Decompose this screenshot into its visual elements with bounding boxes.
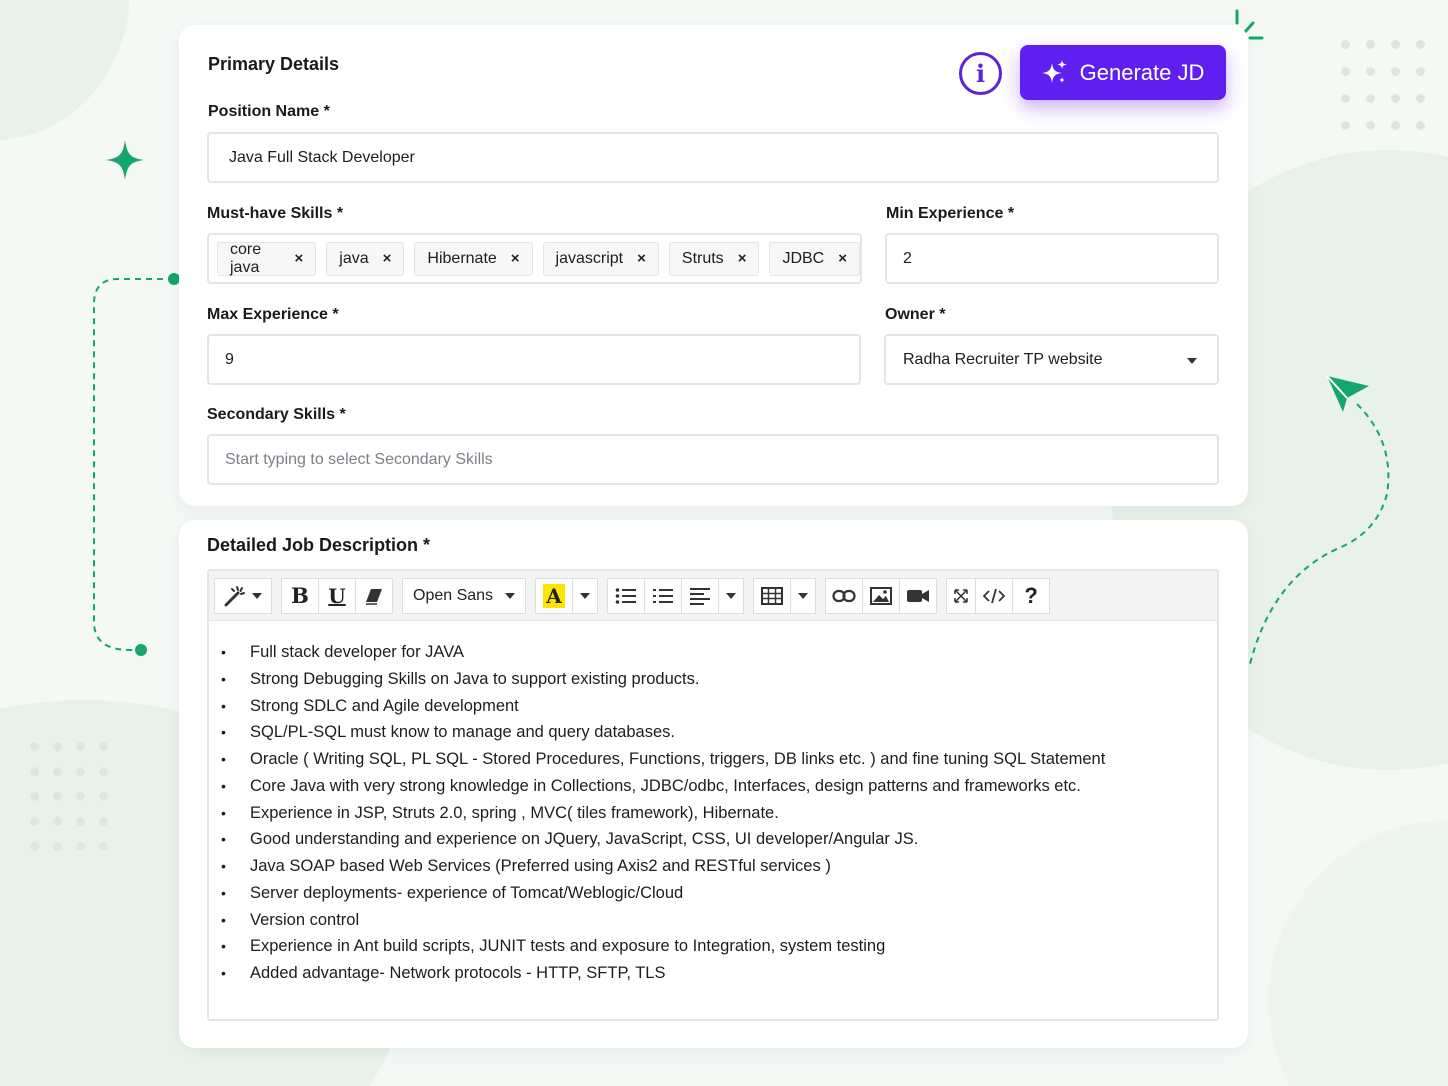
- fullscreen-icon: [954, 589, 968, 603]
- skill-chip: [217, 242, 316, 276]
- secondary-skills-input[interactable]: [209, 451, 1217, 469]
- min-experience-field: [885, 233, 1219, 284]
- video-button[interactable]: [899, 578, 937, 614]
- help-button[interactable]: [1012, 578, 1050, 614]
- owner-selected-value: Radha Recruiter TP website: [903, 350, 1103, 368]
- list-item: • Experience in JSP, Struts 2.0, spring , MVC( tiles framework), Hibernate.: [221, 800, 1217, 827]
- remove-chip-icon[interactable]: ×: [510, 250, 520, 267]
- skill-chip: [414, 242, 532, 276]
- ordered-list-icon: [652, 587, 674, 605]
- font-family-select[interactable]: [402, 578, 526, 614]
- info-button[interactable]: [959, 52, 1002, 95]
- magic-wand-button[interactable]: [214, 578, 272, 614]
- chevron-down-icon: [1187, 358, 1197, 364]
- skill-chip: [543, 242, 659, 276]
- skill-chip: [669, 242, 760, 276]
- list-item: • Experience in Ant build scripts, JUNIT tests and exposure to Integration, system testing: [221, 933, 1217, 960]
- align-button[interactable]: [681, 578, 719, 614]
- list-item: • Good understanding and experience on JQuery, JavaScript, CSS, UI developer/Angular JS.: [221, 826, 1217, 853]
- unordered-list-icon: [615, 587, 637, 605]
- link-button[interactable]: [825, 578, 863, 614]
- code-view-button[interactable]: [975, 578, 1013, 614]
- sparkles-icon: [1042, 60, 1068, 86]
- underline-button[interactable]: [318, 578, 356, 614]
- list-item: • Full stack developer for JAVA: [221, 639, 1217, 666]
- ordered-list-button[interactable]: [644, 578, 682, 614]
- list-item: • Strong Debugging Skills on Java to support existing products.: [221, 666, 1217, 693]
- owner-label: Owner *: [885, 306, 946, 323]
- align-icon: [689, 587, 711, 605]
- max-experience-input[interactable]: [209, 351, 859, 369]
- list-item: • SQL/PL-SQL must know to manage and query databases.: [221, 719, 1217, 746]
- must-have-skills-field[interactable]: [207, 233, 862, 284]
- editor-toolbar: [209, 571, 1217, 621]
- table-button[interactable]: [753, 578, 791, 614]
- align-dropdown[interactable]: [718, 578, 744, 614]
- picture-button[interactable]: [862, 578, 900, 614]
- font-family-value: Open Sans: [413, 586, 494, 604]
- fullscreen-button[interactable]: [946, 578, 976, 614]
- bold-icon: B: [291, 583, 309, 608]
- eraser-icon: [365, 587, 383, 605]
- help-icon: ?: [1024, 582, 1038, 608]
- code-view-icon: [982, 588, 1006, 604]
- skill-chip: [326, 242, 404, 276]
- unordered-list-button[interactable]: [607, 578, 645, 614]
- job-description-title: Detailed Job Description *: [207, 535, 431, 555]
- list-item: • Strong SDLC and Agile development: [221, 693, 1217, 720]
- sparkle-star-icon: [106, 140, 144, 180]
- generate-jd-button[interactable]: [1020, 45, 1226, 100]
- generate-jd-label: Generate JD: [1079, 59, 1205, 85]
- font-color-dropdown[interactable]: [572, 578, 598, 614]
- video-icon: [906, 588, 930, 604]
- skill-chip: [769, 242, 860, 276]
- skill-chip-label: javascript: [555, 249, 624, 267]
- link-icon: [832, 589, 856, 603]
- skill-chip-label: core java: [230, 240, 262, 276]
- position-name-input[interactable]: [209, 149, 1217, 167]
- must-have-skills-label: Must-have Skills *: [207, 205, 344, 222]
- decorative-dot-grid: [1341, 40, 1425, 130]
- secondary-skills-field: [207, 434, 1219, 485]
- skill-chip-label: Struts: [681, 249, 724, 267]
- position-name-field: [207, 132, 1219, 183]
- font-color-icon: A: [543, 584, 565, 608]
- table-icon: [761, 587, 783, 605]
- background-blob: [0, 0, 130, 140]
- remove-chip-icon[interactable]: ×: [382, 250, 392, 267]
- skill-chip-label: JDBC: [782, 249, 825, 267]
- remove-chip-icon[interactable]: ×: [294, 250, 304, 267]
- secondary-skills-label: Secondary Skills *: [207, 406, 346, 423]
- table-dropdown[interactable]: [790, 578, 816, 614]
- picture-icon: [870, 587, 892, 605]
- rich-text-editor: [207, 569, 1219, 1021]
- dashed-connector-line: [90, 272, 185, 657]
- remove-chip-icon[interactable]: ×: [737, 250, 747, 267]
- underline-icon: U: [328, 583, 346, 608]
- min-experience-input[interactable]: [887, 250, 1217, 268]
- min-experience-label: Min Experience *: [886, 205, 1015, 222]
- job-description-list[interactable]: [209, 621, 1217, 987]
- max-experience-field: [207, 334, 861, 385]
- list-item: • Core Java with very strong knowledge in Collections, JDBC/odbc, Interfaces, design patterns and frameworks etc.: [221, 773, 1217, 800]
- owner-select[interactable]: [884, 334, 1219, 385]
- list-item: • Version control: [221, 907, 1217, 934]
- list-item: • Java SOAP based Web Services (Preferred using Axis2 and RESTful services ): [221, 853, 1217, 880]
- position-name-label: Position Name *: [208, 103, 330, 120]
- list-item: • Server deployments- experience of Tomcat/Weblogic/Cloud: [221, 880, 1217, 907]
- info-icon: i: [975, 59, 986, 88]
- skill-chip-label: java: [339, 249, 369, 267]
- max-experience-label: Max Experience *: [207, 306, 339, 323]
- list-item: • Oracle ( Writing SQL, PL SQL - Stored Procedures, Functions, triggers, DB links etc. ) and fine tuning SQL Statement: [221, 746, 1217, 773]
- skill-chip-label: Hibernate: [427, 249, 497, 267]
- font-color-button[interactable]: [535, 578, 573, 614]
- primary-details-title: Primary Details: [208, 54, 340, 74]
- eraser-button[interactable]: [355, 578, 393, 614]
- decorative-dot-grid: [30, 742, 108, 851]
- remove-chip-icon[interactable]: ×: [637, 250, 646, 267]
- paper-plane-icon: [1245, 372, 1405, 672]
- bold-button[interactable]: [281, 578, 319, 614]
- remove-chip-icon[interactable]: ×: [838, 250, 847, 267]
- list-item: • Added advantage- Network protocols - HTTP, SFTP, TLS: [221, 960, 1217, 987]
- magic-wand-icon: [224, 585, 246, 607]
- background-blob: [1268, 820, 1448, 1086]
